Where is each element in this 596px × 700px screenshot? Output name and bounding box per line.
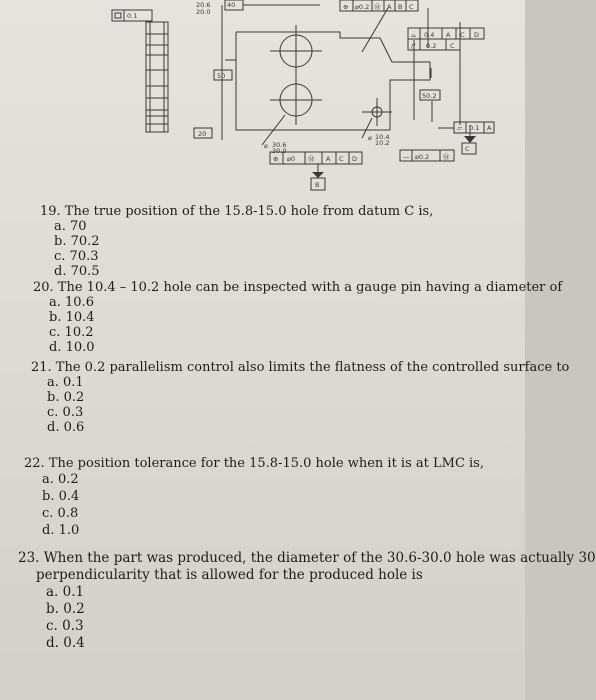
option-c: c. 0.3 [46, 618, 84, 634]
svg-text:Ⓜ: Ⓜ [308, 155, 315, 163]
position-symbol-icon: ⊕ [343, 3, 349, 11]
svg-text:B: B [315, 181, 320, 189]
svg-text:⌀0.2: ⌀0.2 [355, 3, 370, 11]
question-stem: 21. The 0.2 parallelism control also limits the flatness of the controlled surface to [31, 360, 570, 375]
profile-symbol-icon: ⌓ [411, 31, 417, 39]
option-b: b. 0.4 [42, 489, 80, 504]
option-d: d. 0.4 [46, 635, 85, 651]
technical-drawing [0, 0, 525, 200]
svg-text:C: C [465, 145, 470, 153]
svg-text:20: 20 [198, 130, 207, 138]
diameter-symbol-icon: ⌀ [264, 142, 268, 150]
option-d: d. 1.0 [42, 523, 80, 538]
svg-text:D: D [352, 155, 358, 163]
svg-text:C: C [460, 31, 465, 39]
dim-40: 40 [227, 1, 236, 9]
svg-text:30.6: 30.6 [272, 141, 287, 149]
svg-text:0.1: 0.1 [469, 124, 480, 132]
question-stem: 20. The 10.4 – 10.2 hole can be inspected with a gauge pin having a diameter of [33, 280, 563, 295]
option-a: a. 10.6 [49, 295, 94, 310]
question-22 [24, 456, 484, 539]
question-stem: 22. The position tolerance for the 15.8-15.0 hole when it is at LMC is, [24, 456, 484, 471]
svg-text:C: C [409, 3, 414, 11]
flatness-symbol-icon: ▱ [457, 124, 462, 132]
option-a: a. 0.2 [42, 472, 79, 487]
svg-text:50: 50 [217, 72, 226, 80]
option-c: c. 70.3 [54, 249, 99, 264]
option-a: a. 0.1 [46, 584, 85, 600]
position-symbol-icon-2: ⊕ [273, 155, 279, 163]
svg-text:10.2: 10.2 [375, 139, 390, 147]
flatness-value-top-left: 0.1 [127, 12, 138, 20]
svg-text:10.4: 10.4 [375, 133, 390, 141]
svg-text:Ⓜ: Ⓜ [374, 3, 381, 11]
parallel-symbol-icon: // [411, 42, 416, 50]
question-21 [31, 360, 569, 435]
svg-text:B: B [398, 3, 403, 11]
svg-text:D: D [474, 31, 480, 39]
svg-text:30.0: 30.0 [272, 147, 287, 155]
option-c: c. 10.2 [49, 325, 94, 340]
option-c: c. 0.8 [42, 506, 79, 521]
svg-text:A: A [446, 31, 451, 39]
option-b: b. 0.2 [46, 601, 85, 617]
option-a: a. 70 [54, 219, 87, 234]
option-d: d. 10.0 [49, 340, 95, 355]
option-b: b. 0.2 [47, 390, 85, 405]
question-stem: 19. The true position of the 15.8-15.0 hole from datum C is, [40, 204, 434, 219]
svg-text:⌀0.2: ⌀0.2 [415, 153, 430, 161]
svg-text:C: C [450, 42, 455, 50]
svg-text:Ⓜ: Ⓜ [443, 153, 450, 161]
dim-20-6: 20.6 [196, 1, 211, 9]
dim-20-0: 20.0 [196, 8, 211, 16]
option-d: d. 0.6 [47, 420, 85, 435]
question-stem-continued: perpendicularity that is allowed for the produced hole is [36, 567, 423, 583]
question-stem: 23. When the part was produced, the diameter of the 30.6-30.0 hole was actually 30 [18, 550, 596, 566]
svg-text:C: C [339, 155, 344, 163]
svg-text:50.2: 50.2 [422, 92, 437, 100]
option-a: a. 0.1 [47, 375, 84, 390]
option-c: c. 0.3 [47, 405, 84, 420]
option-b: b. 10.4 [49, 310, 95, 325]
svg-text:A: A [487, 124, 492, 132]
front-view-outline [236, 32, 430, 130]
svg-text:⌀0: ⌀0 [287, 155, 296, 163]
option-b: b. 70.2 [54, 234, 100, 249]
question-20 [33, 280, 562, 355]
straightness-symbol-icon: — [403, 153, 410, 161]
svg-text:0.2: 0.2 [426, 42, 437, 50]
svg-text:A: A [326, 155, 331, 163]
svg-text:A: A [387, 3, 392, 11]
diameter-symbol-icon-2: ⌀ [368, 134, 372, 142]
svg-text:0.4: 0.4 [424, 31, 435, 39]
option-d: d. 70.5 [54, 264, 100, 279]
question-19 [40, 204, 433, 279]
question-23 [18, 550, 596, 652]
